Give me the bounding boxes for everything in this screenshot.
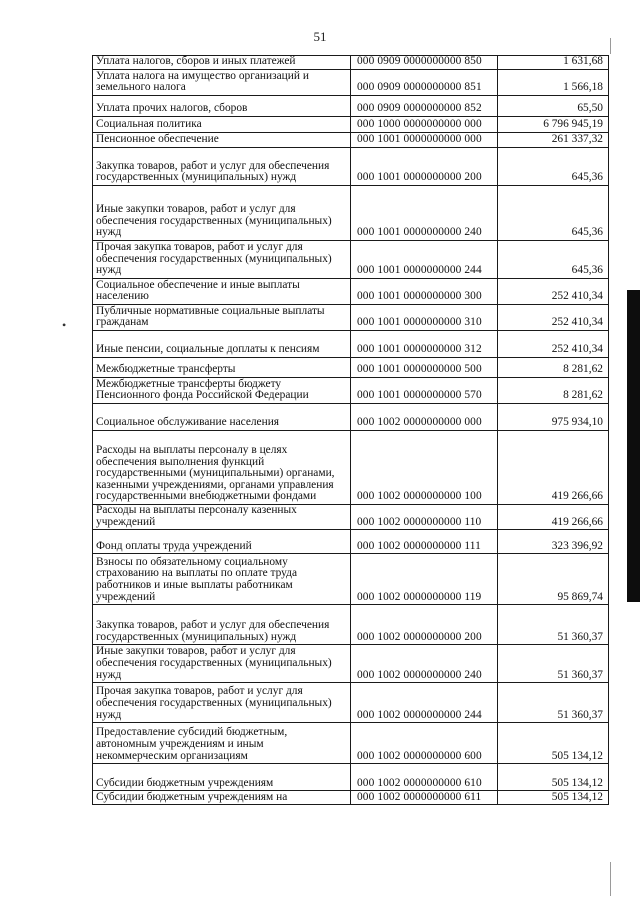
row-amount: 65,50 [498,96,609,117]
row-code: 000 1002 0000000000 111 [351,530,498,554]
row-name: Социальное обслуживание населения [93,404,351,431]
row-code: 000 0909 0000000000 850 [351,56,498,70]
row-amount: 261 337,32 [498,133,609,148]
row-amount: 323 396,92 [498,530,609,554]
table-row [93,186,609,241]
row-code: 000 1001 0000000000 310 [351,305,498,331]
row-code: 000 1002 0000000000 611 [351,791,498,805]
row-amount: 505 134,12 [498,791,609,805]
row-name: Уплата налогов, сборов и иных платежей [93,56,351,70]
row-name: Расходы на выплаты персоналу в целях обеспечения выполнения функций государственными (муниципальными) органами, казенными учреждениями, органами управления государственными внебюджетными фондами [93,431,351,505]
table-row [93,791,609,805]
budget-expenditure-table [92,55,609,805]
row-amount: 645,36 [498,241,609,279]
row-name: Взносы по обязательному социальному страхованию на выплаты по оплате труда работников и иные выплаты работникам учреждений [93,554,351,605]
row-name: Субсидии бюджетным учреждениям на [93,791,351,805]
table-row [93,554,609,605]
table-row [93,117,609,133]
table-row [93,331,609,358]
table-row [93,764,609,791]
table-row [93,148,609,186]
table-row [93,96,609,117]
row-amount: 252 410,34 [498,279,609,305]
row-code: 000 1001 0000000000 200 [351,148,498,186]
row-code: 000 1002 0000000000 119 [351,554,498,605]
row-code: 000 1002 0000000000 600 [351,723,498,764]
row-name: Уплата налога на имущество организаций и земельного налога [93,70,351,96]
row-name: Публичные нормативные социальные выплаты гражданам [93,305,351,331]
table-row [93,683,609,723]
row-code: 000 1002 0000000000 240 [351,645,498,683]
row-code: 000 1001 0000000000 312 [351,331,498,358]
row-amount: 645,36 [498,148,609,186]
table-row [93,378,609,404]
row-code: 000 1000 0000000000 000 [351,117,498,133]
row-name: Фонд оплаты труда учреждений [93,530,351,554]
row-code: 000 1001 0000000000 500 [351,358,498,378]
row-code: 000 1002 0000000000 610 [351,764,498,791]
row-code: 000 1002 0000000000 000 [351,404,498,431]
row-name: Прочая закупка товаров, работ и услуг для обеспечения государственных (муниципальных) нужд [93,683,351,723]
row-amount: 51 360,37 [498,645,609,683]
row-name: Социальное обеспечение и иные выплаты населению [93,279,351,305]
row-name: Закупка товаров, работ и услуг для обеспечения государственных (муниципальных) нужд [93,148,351,186]
row-amount: 505 134,12 [498,764,609,791]
row-name: Прочая закупка товаров, работ и услуг для обеспечения государственных (муниципальных) нужд [93,241,351,279]
row-amount: 1 631,68 [498,56,609,70]
table-row [93,404,609,431]
row-name: Иные пенсии, социальные доплаты к пенсиям [93,331,351,358]
row-amount: 95 869,74 [498,554,609,605]
row-amount: 8 281,62 [498,378,609,404]
row-amount: 8 281,62 [498,358,609,378]
row-amount: 645,36 [498,186,609,241]
table-row [93,133,609,148]
table-row [93,56,609,70]
row-amount: 505 134,12 [498,723,609,764]
row-code: 000 0909 0000000000 852 [351,96,498,117]
table-row [93,279,609,305]
row-name: Социальная политика [93,117,351,133]
row-amount: 252 410,34 [498,331,609,358]
table-row [93,70,609,96]
table-row [93,358,609,378]
row-code: 000 1001 0000000000 300 [351,279,498,305]
row-name: Расходы на выплаты персоналу казенных учреждений [93,505,351,530]
row-code: 000 1002 0000000000 110 [351,505,498,530]
table-row [93,505,609,530]
row-code: 000 1001 0000000000 000 [351,133,498,148]
page-number: 51 [313,29,327,44]
row-name: Закупка товаров, работ и услуг для обеспечения государственных (муниципальных) нужд [93,605,351,645]
row-code: 000 1002 0000000000 200 [351,605,498,645]
row-name: Предоставление субсидий бюджетным, автономным учреждениям и иным некоммерческим организациям [93,723,351,764]
margin-dot-mark: • [62,318,67,332]
table-row [93,605,609,645]
row-code: 000 1001 0000000000 570 [351,378,498,404]
row-name: Иные закупки товаров, работ и услуг для обеспечения государственных (муниципальных) нужд [93,186,351,241]
row-name: Субсидии бюджетным учреждениям [93,764,351,791]
row-code: 000 1002 0000000000 244 [351,683,498,723]
row-name: Межбюджетные трансферты [93,358,351,378]
row-amount: 419 266,66 [498,505,609,530]
row-amount: 51 360,37 [498,683,609,723]
table-row [93,431,609,505]
table-row [93,723,609,764]
table-row [93,645,609,683]
table-row [93,305,609,331]
row-code: 000 1001 0000000000 240 [351,186,498,241]
table-row [93,241,609,279]
row-code: 000 1002 0000000000 100 [351,431,498,505]
table-row [93,530,609,554]
row-name: Межбюджетные трансферты бюджету Пенсионного фонда Российской Федерации [93,378,351,404]
row-code: 000 1001 0000000000 244 [351,241,498,279]
row-amount: 419 266,66 [498,431,609,505]
scan-edge-tick-top [610,38,611,54]
row-amount: 975 934,10 [498,404,609,431]
row-amount: 6 796 945,19 [498,117,609,133]
row-amount: 1 566,18 [498,70,609,96]
row-code: 000 0909 0000000000 851 [351,70,498,96]
scan-edge-bar [627,290,640,602]
scan-edge-tick-bottom [610,862,611,896]
row-name: Уплата прочих налогов, сборов [93,96,351,117]
row-name: Иные закупки товаров, работ и услуг для обеспечения государственных (муниципальных) нужд [93,645,351,683]
row-amount: 51 360,37 [498,605,609,645]
row-name: Пенсионное обеспечение [93,133,351,148]
row-amount: 252 410,34 [498,305,609,331]
